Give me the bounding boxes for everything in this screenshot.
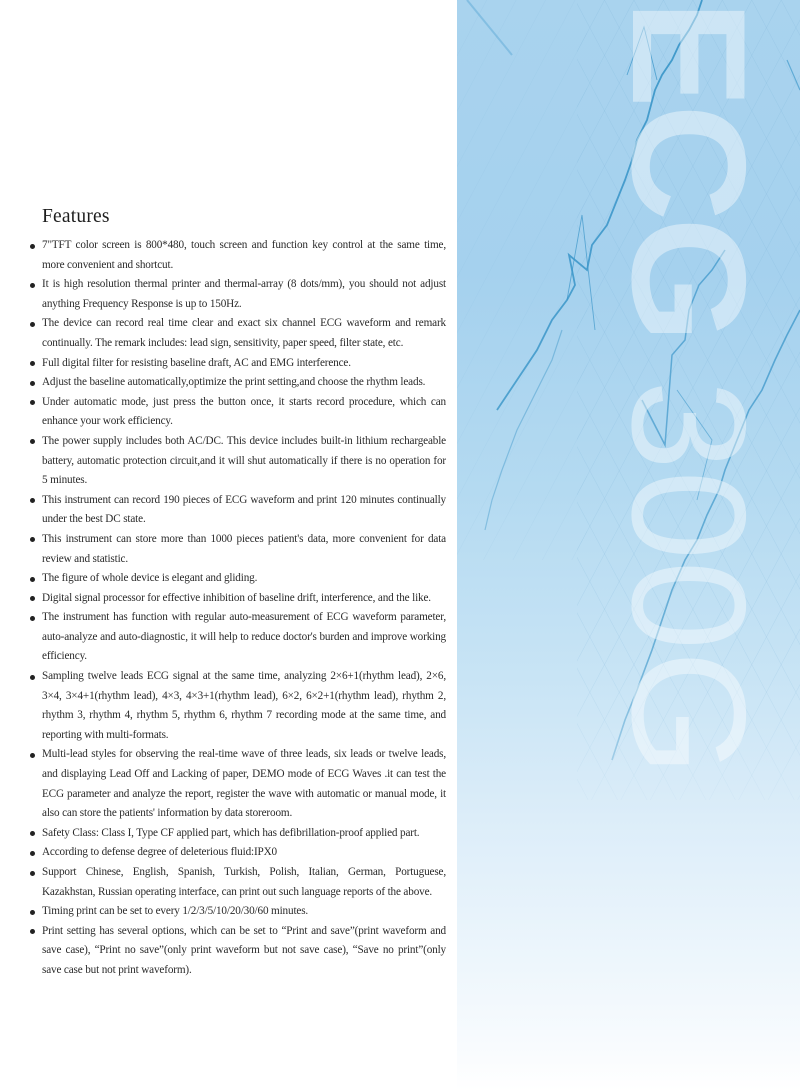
bullet-icon	[30, 929, 35, 934]
feature-text: Sampling twelve leads ECG signal at the same time, analyzing 2×6+1(rhythm lead), 2×6, 3×4, 3×4+1(rhythm lead), 4×3, 4×3+1(rhythm lead), 6×2, 6×2+1(rhythm lead), rhythm 2, rhythm 3, rhythm 4, rhythm 5, rhythm 6, rhythm 7 recording mode at the same time, and reporting with multi-formats.	[42, 670, 446, 741]
list-item	[30, 569, 446, 589]
list-item	[30, 667, 446, 745]
list-item	[30, 863, 446, 902]
feature-text: Digital signal processor for effective inhibition of baseline drift, interference, and the like.	[42, 591, 431, 604]
list-item	[30, 393, 446, 432]
vertical-product-title	[598, 0, 779, 777]
bullet-icon	[30, 577, 35, 582]
bullet-icon	[30, 322, 35, 327]
bullet-icon	[30, 381, 35, 386]
list-item	[30, 824, 446, 844]
bullet-icon	[30, 675, 35, 680]
bullet-icon	[30, 753, 35, 758]
feature-text: Support Chinese, English, Spanish, Turkish, Polish, Italian, German, Portuguese, Kazakhstan, Russian operating interface, can print out such language reports of the above.	[42, 866, 446, 898]
feature-text: 7"TFT color screen is 800*480, touch screen and function key control at the same time, more convenient and shortcut.	[42, 239, 446, 271]
list-item	[30, 589, 446, 609]
list-item	[30, 354, 446, 374]
list-item	[30, 530, 446, 569]
feature-text: Safety Class: Class I, Type CF applied part, which has defibrillation-proof applied part.	[42, 826, 420, 839]
feature-text: Full digital filter for resisting baseline draft, AC and EMG interference.	[42, 356, 351, 369]
bullet-icon	[30, 831, 35, 836]
list-item	[30, 373, 446, 393]
bullet-icon	[30, 400, 35, 405]
list-item	[30, 922, 446, 981]
features-list	[30, 236, 446, 981]
feature-text: It is high resolution thermal printer and thermal-array (8 dots/mm), you should not adjust anything Frequency Response is up to 150Hz.	[42, 278, 446, 310]
feature-text: This instrument can store more than 1000 pieces patient's data, more convenient for data review and statistic.	[42, 532, 446, 565]
bullet-icon	[30, 439, 35, 444]
bullet-icon	[30, 871, 35, 876]
bullet-icon	[30, 244, 35, 249]
brand-text: ECG	[598, 0, 779, 340]
decorative-side-panel	[457, 0, 800, 1091]
section-heading: Features	[42, 206, 110, 227]
bullet-icon	[30, 498, 35, 503]
list-item	[30, 432, 446, 491]
bullet-icon	[30, 910, 35, 915]
feature-text: The figure of whole device is elegant and gliding.	[42, 572, 258, 585]
list-item	[30, 236, 446, 275]
list-item	[30, 745, 446, 823]
feature-text: Timing print can be set to every 1/2/3/5/10/20/30/60 minutes.	[42, 905, 309, 918]
list-item	[30, 843, 446, 863]
list-item	[30, 902, 446, 922]
feature-text: Adjust the baseline automatically,optimize the print setting,and choose the rhythm leads.	[42, 376, 426, 389]
list-item	[30, 491, 446, 530]
feature-text: The power supply includes both AC/DC. This device includes built-in lithium rechargeable battery, automatic protection circuit,and it will shut automatically if there is no operation for 5 minutes.	[42, 434, 446, 487]
bullet-icon	[30, 537, 35, 542]
bullet-icon	[30, 283, 35, 288]
feature-text: The device can record real time clear and exact six channel ECG waveform and remark continually. The remark includes: lead sign, sensitivity, paper speed, filter state, etc.	[42, 317, 446, 349]
feature-text: Under automatic mode, just press the button once, it starts record procedure, which can enhance your work efficiency.	[42, 395, 446, 428]
feature-text: Multi-lead styles for observing the real-time wave of three leads, six leads or twelve leads, and displaying Lead Off and Lacking of paper, DEMO mode of ECG Waves .it can test the ECG parameter and analyze the report, register the wave with automatic or manual mode, it also can store the patients' information by data storeroom.	[42, 748, 446, 820]
bullet-icon	[30, 596, 35, 601]
list-item	[30, 275, 446, 314]
feature-text: According to defense degree of deleterious fluid:IPX0	[42, 846, 277, 859]
list-item	[30, 314, 446, 353]
feature-text: This instrument can record 190 pieces of ECG waveform and print 120 minutes continually under the best DC state.	[42, 493, 446, 526]
list-item	[30, 608, 446, 667]
model-text: 300G	[598, 380, 779, 777]
bullet-icon	[30, 851, 35, 856]
feature-text: The instrument has function with regular auto-measurement of ECG waveform parameter, auto-analyze and auto-diagnostic, it will help to reduce doctor's burden and improve working efficiency.	[42, 611, 446, 663]
feature-text: Print setting has several options, which can be set to “Print and save”(print waveform and save case), “Print no save”(only print waveform but not save case), “Save no print”(only save case but not print waveform).	[42, 924, 446, 976]
bullet-icon	[30, 361, 35, 366]
features-section	[30, 206, 446, 981]
bullet-icon	[30, 616, 35, 621]
